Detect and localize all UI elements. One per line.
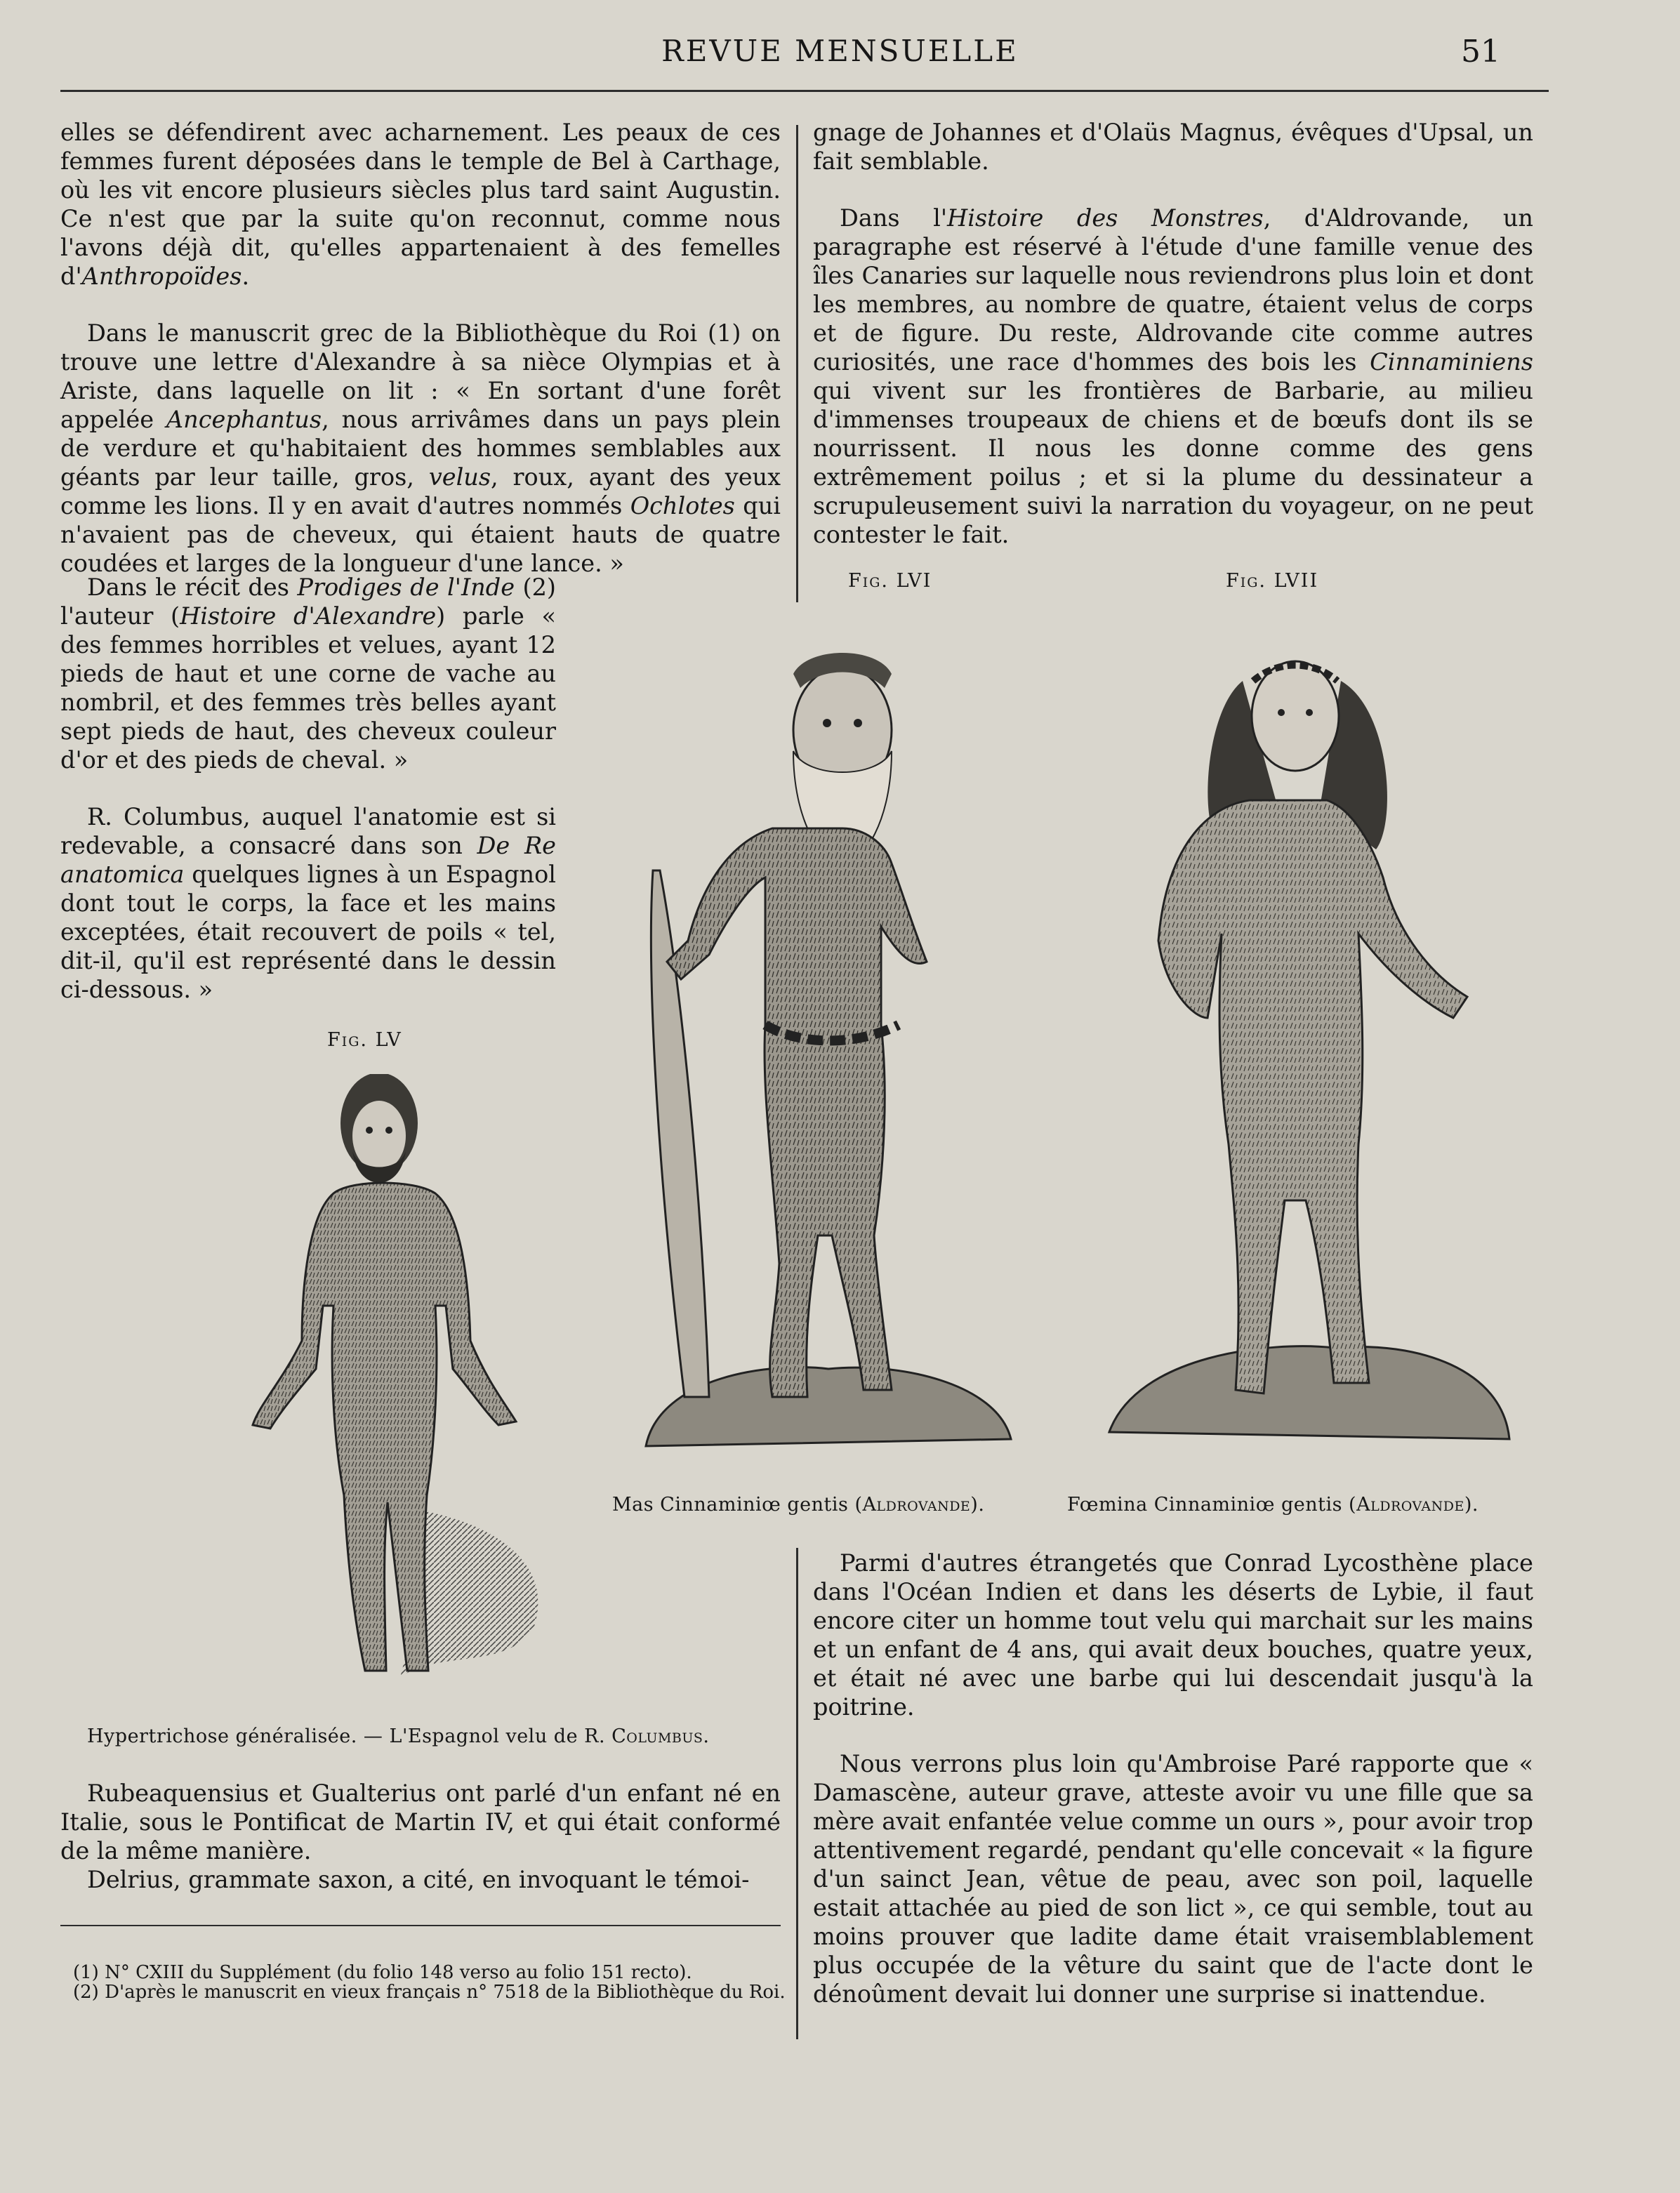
right-column-upper	[813, 118, 1533, 549]
fig-56-illustration	[632, 632, 1025, 1460]
paragraph-manuscrit-grec: Dans le manuscrit grec de la Bibliothèque du Roi (1) on trouve une lettre d'Alexandre à sa nièce Olympias et à Ariste, dans laquelle on lit : « En sortant d'une forêt appelée Ancephantus, nous arrivâmes dans un pays plein de verdure et qu'habitaient des hommes semblables aux géants par leur taille, gros, velus, roux, ayant des yeux comme les lions. Il y en avait d'autres nommés Ochlotes qui n'avaient pas de cheveux, qui étaient hauts de quatre coudées et larges de la longueur d'une lance. »	[60, 319, 781, 577]
fig-57-label: Fig. LVII	[1226, 570, 1319, 592]
paragraph-aldrovande: Dans l'Histoire des Monstres, d'Aldrovande, un paragraphe est réservé à l'étude d'une famille venue des îles Canaries sur laquelle nous reviendrons plus loin et dont les membres, au nombre de quatre, étaient velus de corps et de figure. Du reste, Aldrovande cite comme autres curiosités, une race d'hommes des bois les Cinnaminiens qui vivent sur les frontières de Barbarie, au milieu d'immenses troupeaux de chiens et de bœufs dont ils se nourrissent. Il nous les donne comme des gens extrêmement poilus ; et si la plume du dessinateur a scrupuleusement suivi la narration du voyageur, on ne peut contester le fait.	[813, 204, 1533, 548]
footnote-1: (1) N° CXIII du Supplément (du folio 148 verso au folio 151 recto).	[73, 1962, 692, 1983]
column-rule-top	[796, 125, 798, 602]
fig-55-caption: Hypertrichose généralisée. — L'Espagnol velu de R. Columbus.	[87, 1725, 710, 1747]
fig-57-illustration	[1095, 625, 1530, 1467]
paragraph-prodiges: Dans le récit des Prodiges de l'Inde (2) l'auteur (Histoire d'Alexandre) parle « des femmes horribles et velues, ayant 12 pieds de haut et une corne de vache au nombril, et des femmes très belles ayant sept pieds de haut, des cheveux couleur d'or et des pieds de cheval. »	[60, 574, 556, 774]
paragraph-columbus: R. Columbus, auquel l'anatomie est si redevable, a consacré dans son De Re anatomica quelques lignes à un Espagnol dont tout le corps, la face et les mains exceptées, était recouvert de poils « tel, dit-il, qu'il est représenté dans le dessin ci-dessous. »	[60, 803, 556, 1003]
fig-56-label: Fig. LVI	[848, 570, 932, 592]
paragraph-peaux: elles se défendirent avec acharnement. Les peaux de ces femmes furent déposées dans le temple de Bel à Carthage, où les vit encore plusieurs siècles plus tard saint Augustin. Ce n'est que par la suite qu'on reconnut, comme nous l'avons déjà dit, qu'elles appartenaient à des femelles d'Anthropoïdes.	[60, 119, 781, 290]
left-column-upper	[60, 118, 781, 578]
header-rule	[60, 90, 1549, 92]
paragraph-rubeaquensius: Rubeaquensius et Gualterius ont parlé d'un enfant né en Italie, sous le Pontificat de Martin IV, et qui était conformé de la même manière.	[60, 1780, 781, 1864]
paragraph-delrius: Delrius, grammate saxon, a cité, en invoquant le témoi-	[87, 1866, 750, 1893]
footnote-rule	[60, 1925, 781, 1926]
left-column-lower	[60, 1779, 781, 1894]
footnote-2: (2) D'après le manuscrit en vieux français n° 7518 de la Bibliothèque du Roi.	[73, 1982, 786, 2003]
left-column-narrow	[60, 573, 556, 1004]
paragraph-ambroise-pare: Nous verrons plus loin qu'Ambroise Paré rapporte que « Damascène, auteur grave, atteste avoir vu une fille que sa mère avait enfantée velue comme un ours », pour avoir trop attentivement regardé, pendant qu'elle concevait « la figure d'un sainct Jean, vêtue de peau, avec son poil, laquelle estait attachée au pied de son lict », ce qui semble, tout au moins prouver que ladite dame était vraisemblablement plus occupée de la vêture du saint que de l'acte dont le dénoûment devait lui donner une surprise si inattendue.	[813, 1750, 1533, 2008]
fig-57-caption: Fœmina Cinnaminiœ gentis (Aldrovande).	[1067, 1494, 1479, 1516]
right-column-lower	[813, 1549, 1533, 2008]
fig-55-label: Fig. LV	[327, 1029, 402, 1051]
page-number: 51	[1461, 34, 1500, 69]
paragraph-olaus: gnage de Johannes et d'Olaüs Magnus, évêques d'Upsal, un fait semblable.	[813, 119, 1533, 175]
column-rule-bottom	[796, 1548, 798, 2039]
fig-56-caption: Mas Cinnaminiœ gentis (Aldrovande).	[612, 1494, 985, 1516]
footnotes	[60, 1963, 791, 2002]
running-head: REVUE MENSUELLE	[661, 34, 1019, 68]
paragraph-lycosthene: Parmi d'autres étrangetés que Conrad Lycosthène place dans l'Océan Indien et dans les déserts de Lybie, il faut encore citer un homme tout velu qui marchait sur les mains et un enfant de 4 ans, qui avait deux bouches, quatre yeux, et était né avec une barbe qui lui descendait jusqu'à la poitrine.	[813, 1549, 1533, 1721]
fig-55-illustration	[204, 1074, 569, 1706]
